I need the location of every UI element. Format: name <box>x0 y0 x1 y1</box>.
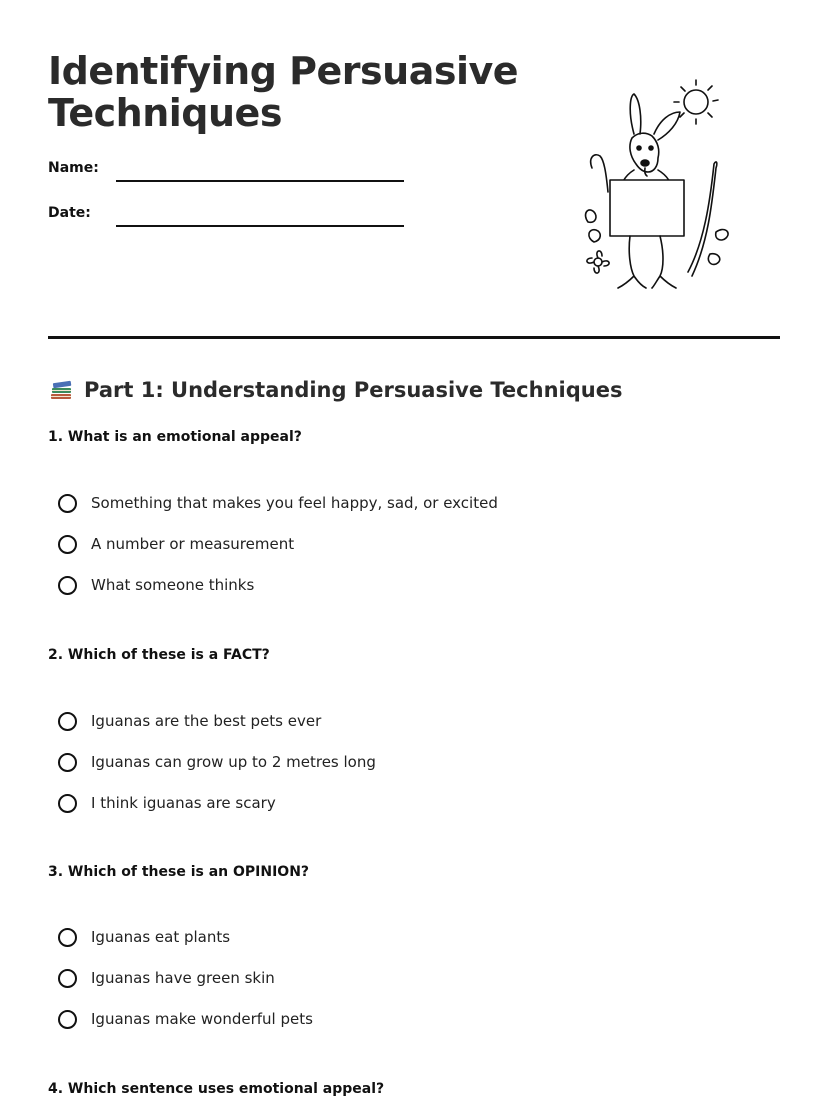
option-label: What someone thinks <box>91 576 255 594</box>
option-label: A number or measurement <box>91 535 295 553</box>
date-line[interactable] <box>116 225 404 227</box>
question-3-option-1[interactable] <box>58 924 230 950</box>
name-label: Name: <box>48 160 99 176</box>
name-field <box>48 160 408 190</box>
section-heading <box>48 374 622 406</box>
question-1-option-3[interactable] <box>58 572 254 598</box>
option-label: I think iguanas are scary <box>91 794 276 812</box>
date-field <box>48 205 408 235</box>
option-label: Iguanas are the best pets ever <box>91 712 322 730</box>
section-title: Part 1: Understanding Persuasive Techniques <box>84 378 623 402</box>
radio-button[interactable] <box>58 753 77 772</box>
question-1: 1. What is an emotional appeal? <box>48 429 302 445</box>
kangaroo-holding-sign-icon <box>568 72 734 298</box>
radio-button[interactable] <box>58 535 77 554</box>
radio-button[interactable] <box>58 794 77 813</box>
option-label: Iguanas have green skin <box>91 969 275 987</box>
radio-button[interactable] <box>58 928 77 947</box>
option-label: Iguanas eat plants <box>91 928 231 946</box>
header-divider <box>48 336 780 339</box>
radio-button[interactable] <box>58 969 77 988</box>
option-label: Something that makes you feel happy, sad, or excited <box>91 494 498 512</box>
question-4: 4. Which sentence uses emotional appeal? <box>48 1081 385 1097</box>
option-label: Iguanas can grow up to 2 metres long <box>91 753 376 771</box>
radio-button[interactable] <box>58 712 77 731</box>
question-2-option-3[interactable] <box>58 790 276 816</box>
books-icon <box>48 377 74 403</box>
radio-button[interactable] <box>58 1010 77 1029</box>
worksheet-page <box>48 0 780 1118</box>
page-title: Identifying Persuasive Techniques <box>48 49 519 135</box>
date-label: Date: <box>48 205 91 221</box>
question-1-option-2[interactable] <box>58 531 294 557</box>
question-2-option-2[interactable] <box>58 749 376 775</box>
question-3-option-2[interactable] <box>58 965 275 991</box>
option-label: Iguanas make wonderful pets <box>91 1010 313 1028</box>
question-1-option-1[interactable] <box>58 490 498 516</box>
question-2-option-1[interactable] <box>58 708 321 734</box>
question-3: 3. Which of these is an OPINION? <box>48 864 310 880</box>
radio-button[interactable] <box>58 576 77 595</box>
name-line[interactable] <box>116 180 404 182</box>
question-3-option-3[interactable] <box>58 1006 313 1032</box>
question-2: 2. Which of these is a FACT? <box>48 647 270 663</box>
radio-button[interactable] <box>58 494 77 513</box>
